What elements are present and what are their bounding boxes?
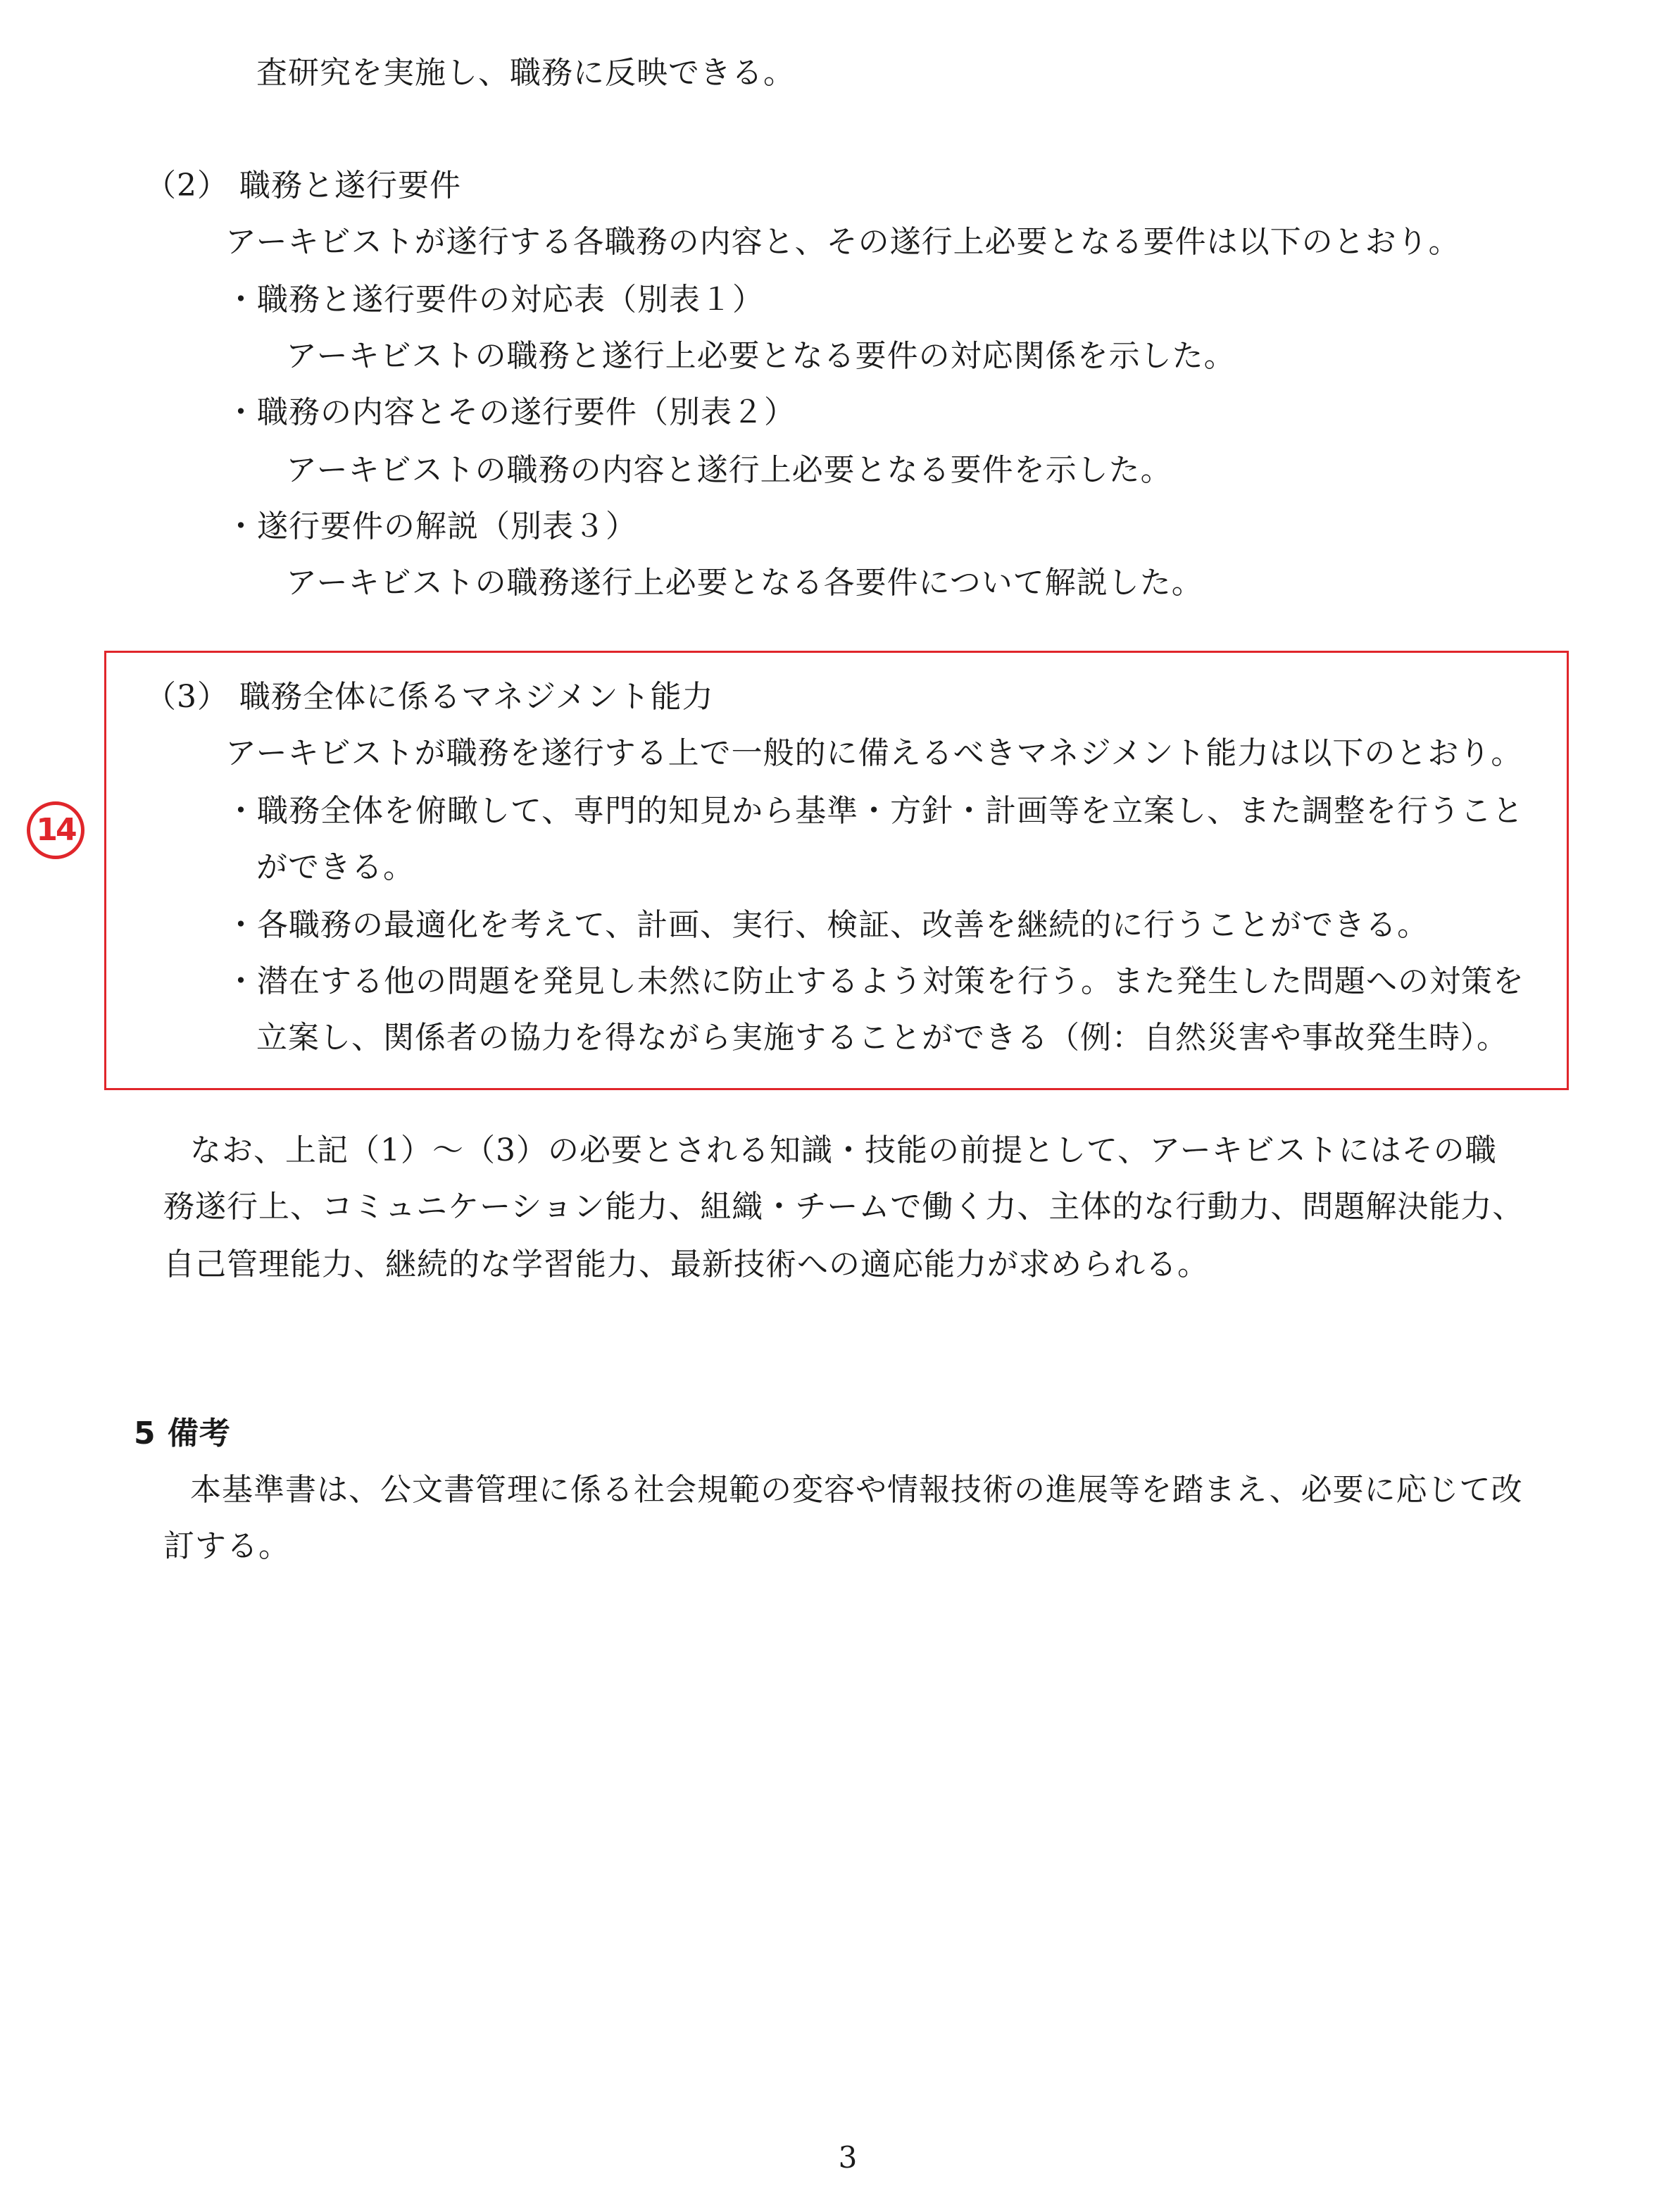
note-paragraph-line: 自己管理能力、継続的な学習能力、最新技術への適応能力が求められる。 bbox=[163, 1246, 1209, 1282]
list-item-title: ・職務と遂行要件の対応表（別表１） bbox=[225, 282, 764, 318]
section-5-heading: 5 備考 bbox=[134, 1416, 231, 1451]
section-2-heading: （2） 職務と遂行要件 bbox=[145, 168, 461, 204]
list-item-title: ・遂行要件の解説（別表３） bbox=[225, 508, 637, 544]
paragraph-continuation: 査研究を実施し、職務に反映できる。 bbox=[256, 55, 795, 91]
list-item-title: ・職務の内容とその遂行要件（別表２） bbox=[225, 394, 796, 430]
note-paragraph-line: 務遂行上、コミュニケーション能力、組織・チームで働く力、主体的な行動力、問題解決能力、 bbox=[163, 1189, 1524, 1225]
section-2-intro: アーキビストが遂行する各職務の内容と、その遂行上必要となる要件は以下のとおり。 bbox=[225, 224, 1460, 260]
list-item-description: アーキビストの職務遂行上必要となる各要件について解説した。 bbox=[286, 565, 1203, 601]
note-paragraph-line: なお、上記（1）～（3）の必要とされる知識・技能の前提として、アーキビストにはその職 bbox=[190, 1132, 1497, 1168]
section-5-paragraph-line: 訂する。 bbox=[163, 1528, 290, 1564]
list-item-description: アーキビストの職務と遂行上必要となる要件の対応関係を示した。 bbox=[286, 338, 1236, 374]
section-3-heading: （3） 職務全体に係るマネジメント能力 bbox=[145, 679, 714, 715]
section-5-paragraph-line: 本基準書は、公文書管理に係る社会規範の変容や情報技術の進展等を踏まえ、必要に応じて改 bbox=[190, 1472, 1523, 1508]
section-3-intro: アーキビストが職務を遂行する上で一般的に備えるべきマネジメント能力は以下のとおり。 bbox=[225, 735, 1523, 771]
bullet-item-continuation: ができる。 bbox=[256, 849, 415, 885]
list-item-description: アーキビストの職務の内容と遂行上必要となる要件を示した。 bbox=[286, 452, 1172, 488]
page-number: 3 bbox=[838, 2140, 858, 2175]
bullet-item: ・職務全体を俯瞰して、専門的知見から基準・方針・計画等を立案し、また調整を行うこと bbox=[225, 793, 1524, 829]
bullet-item: ・潜在する他の問題を発見し未然に防止するよう対策を行う。また発生した問題への対策を bbox=[225, 963, 1524, 999]
annotation-marker-icon: 14 bbox=[27, 801, 84, 859]
bullet-item-continuation: 立案し、関係者の協力を得ながら実施することができる（例：自然災害や事故発生時）。 bbox=[256, 1020, 1508, 1056]
bullet-item: ・各職務の最適化を考えて、計画、実行、検証、改善を継続的に行うことができる。 bbox=[225, 907, 1429, 943]
